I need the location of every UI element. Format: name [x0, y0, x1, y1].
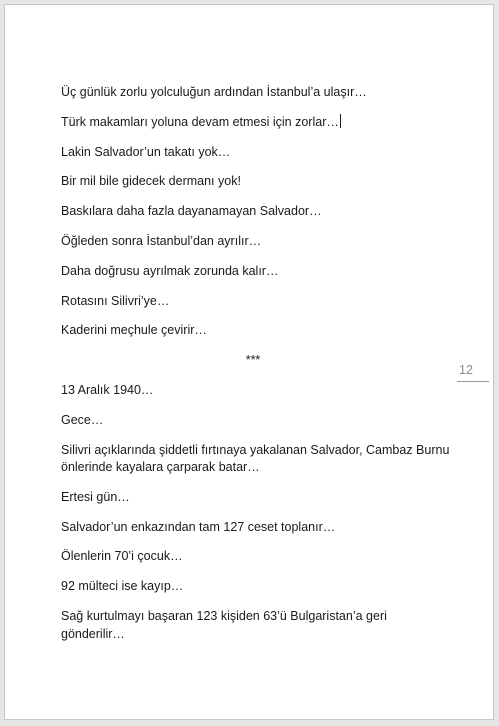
document-page[interactable]	[4, 4, 494, 720]
paragraph-12: Silivri açıklarında şiddetli fırtınaya yakalanan Salvador, Cambaz Burnu önlerinde kayalara çarparak batar…	[61, 442, 450, 475]
paragraph-2-text: Türk makamları yoluna devam etmesi için zorlar…	[61, 114, 339, 129]
paragraph-6: Öğleden sonra İstanbul’dan ayrılır…	[61, 233, 262, 248]
paragraph-11: Gece…	[61, 412, 104, 427]
paragraph-3: Lakin Salvador’un takatı yok…	[61, 144, 231, 159]
paragraph-8: Rotasını Silivri’ye…	[61, 293, 170, 308]
section-separator: ***	[245, 353, 261, 368]
paragraph-1: Üç günlük zorlu yolculuğun ardından İstanbul’a ulaşır…	[61, 85, 367, 99]
paragraph-10: 13 Aralık 1940…	[61, 382, 154, 397]
paragraph-7: Daha doğrusu ayrılmak zorunda kalır…	[61, 263, 279, 278]
paragraph-17: Sağ kurtulmayı başaran 123 kişiden 63’ü Bulgaristan’a geri gönderilir…	[61, 609, 387, 641]
paragraph-14: Salvador’un enkazından tam 127 ceset toplanır…	[61, 519, 336, 534]
paragraph-16: 92 mülteci ise kayıp…	[61, 579, 184, 594]
paragraph-5: Baskılara daha fazla dayanamayan Salvador…	[61, 204, 322, 219]
text-cursor	[340, 114, 341, 128]
paragraph-4: Bir mil bile gidecek dermanı yok!	[61, 174, 241, 189]
page-number: 12	[457, 363, 489, 382]
paragraph-2	[61, 114, 451, 132]
document-body[interactable]	[61, 84, 451, 655]
paragraph-9: Kaderini meçhule çevirir…	[61, 323, 207, 338]
paragraph-13: Ertesi gün…	[61, 489, 130, 504]
paragraph-15: Ölenlerin 70’i çocuk…	[61, 549, 183, 564]
